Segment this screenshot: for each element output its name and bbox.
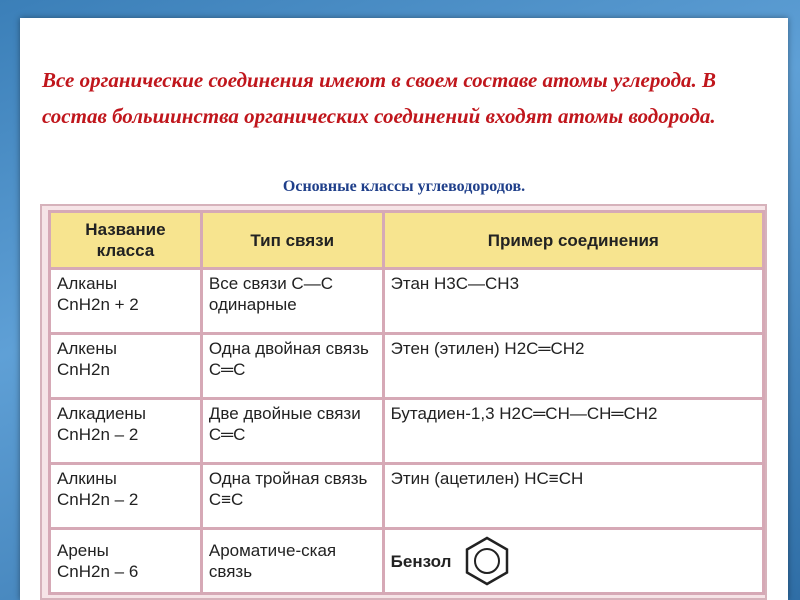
bond-type: Две двойные связи C═C <box>201 399 383 464</box>
class-formula: CnH2n <box>57 360 110 379</box>
slide <box>20 18 788 600</box>
bond-type: Все связи C—C одинарные <box>201 269 383 334</box>
table-row <box>50 464 764 529</box>
example-compound: Бутадиен-1,3 H2C═CH—CH═CH2 <box>383 399 763 464</box>
hydrocarbon-table-panel <box>40 204 767 600</box>
header-class-name: Название класса <box>50 212 202 269</box>
example-compound: Бензол <box>390 551 452 571</box>
table-header-row <box>50 212 764 269</box>
class-name: Алкины <box>57 469 117 488</box>
class-formula: CnH2n – 2 <box>57 425 139 444</box>
bond-type: Одна тройная связь C≡C <box>201 464 383 529</box>
table-row <box>50 334 764 399</box>
hydrocarbon-table <box>48 210 765 595</box>
class-formula: CnH2n + 2 <box>57 295 139 314</box>
bond-type: Ароматиче-ская связь <box>201 529 383 594</box>
class-name: Алкадиены <box>57 404 147 423</box>
header-bond-type: Тип связи <box>201 212 383 269</box>
example-compound: Этен (этилен) H2C═CH2 <box>383 334 763 399</box>
benzene-ring-icon <box>461 535 513 587</box>
table-row <box>50 529 764 594</box>
class-name: Арены <box>57 541 109 560</box>
bond-type: Одна двойная связь C═C <box>201 334 383 399</box>
class-formula: CnH2n – 2 <box>57 490 139 509</box>
example-compound: Этан H3C—CH3 <box>383 269 763 334</box>
intro-text: Все органические соединения имеют в своем составе атомы углерода. В состав большинства органических соединений входят атомы водорода. <box>42 68 717 128</box>
subtitle: Основные классы углеводородов. <box>282 178 526 195</box>
header-example: Пример соединения <box>383 212 763 269</box>
example-compound: Этин (ацетилен) HC≡CH <box>383 464 763 529</box>
class-name: Алканы <box>57 274 118 293</box>
table-row <box>50 269 764 334</box>
table-row <box>50 399 764 464</box>
class-formula: CnH2n – 6 <box>57 562 139 581</box>
class-name: Алкены <box>57 339 117 358</box>
